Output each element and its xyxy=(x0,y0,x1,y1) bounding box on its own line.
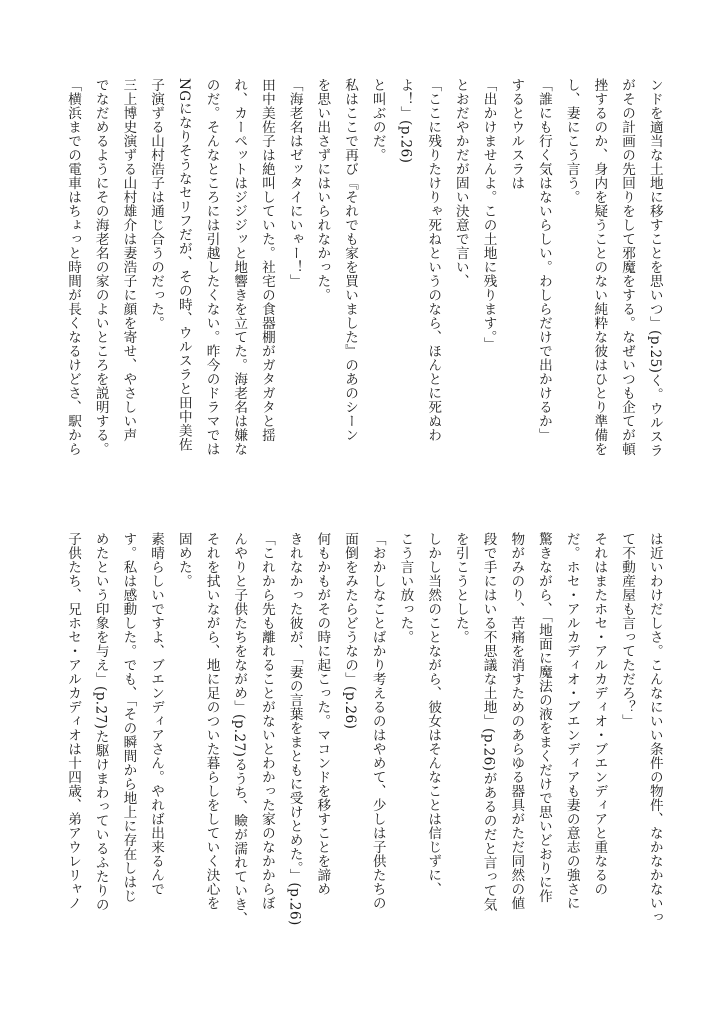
text-column: 「おかしなことばかり考えるのはやめて、少しは子供たちの xyxy=(369,532,386,910)
text-column: でなだめるようにその海老名の家のよいところを説明する。 xyxy=(92,78,109,456)
text-column: 何もかもがその時に起こった。マコンドを移すことを諦め xyxy=(314,532,331,896)
lower-text-block xyxy=(62,532,666,942)
text-column: を思い出さずにはいられなかった。 xyxy=(314,78,331,302)
text-column: するとウルスラは xyxy=(508,78,525,190)
text-column: 私はここで再び『それでも家を買いました』のあのシーン xyxy=(342,78,359,442)
text-column: 子演ずる山村浩子は通じ合うのだった。 xyxy=(148,78,165,330)
text-column: 「ここに残りたけりゃ死ねというのなら、ほんとに死ぬわ xyxy=(425,78,442,442)
text-column: 「横浜までの電車はちょっと時間が長くなるけどさ、駅から xyxy=(65,78,81,456)
text-column: 「海老名はゼッタイにいゃー！」 xyxy=(286,78,303,288)
text-column: とおだやかだが固い決意で言い、 xyxy=(452,78,469,288)
text-column: れ、カーペットはジジジッと地響きを立てた。海老名は嫌な xyxy=(231,78,248,456)
text-column: し、妻にこう言う。 xyxy=(563,78,580,204)
text-column: こう言い放った。 xyxy=(397,532,414,644)
text-column: て不動産屋も言ってただろ？」 xyxy=(619,532,636,728)
text-column: めたという印象を与え」(p.27)た駆けまわっているふたりの xyxy=(92,532,109,912)
text-column: 三上博史演ずる山村雄介は妻浩子に顔を寄せ、やさしい声 xyxy=(120,78,137,442)
text-column: だ。ホセ・アルカディオ・ブエンディアも妻の意志の強さに xyxy=(563,532,580,910)
text-column: 面倒をみたらどうなの」(p.26) xyxy=(342,532,359,730)
text-column: きれなかった彼が、「妻の言葉をまともに受けとめた。」(p.26) xyxy=(286,532,303,926)
upper-text-block xyxy=(62,78,666,496)
text-column: ンドを適当な土地に移すことを思いつ」(p.25)く。ウルスラ xyxy=(646,78,663,458)
text-column: と叫ぶのだ。 xyxy=(369,78,386,162)
text-column: を引こうとした。 xyxy=(452,532,469,644)
text-column: NGになりそうなセリフだが、その時、ウルスラと田中美佐 xyxy=(175,78,192,452)
text-column: よ！」(p.26) xyxy=(397,78,414,164)
text-column: 素晴らしいですよ、ブエンディアさん。やれば出来るんで xyxy=(148,532,165,896)
text-column: 挫するのか、身内を疑うことのない純粋な彼はひとり準備を xyxy=(591,78,608,456)
text-column: 物がみのり、苦痛を消すためのあらゆる器具がただ同然の値 xyxy=(508,532,525,910)
text-column: のだ。そんなところには引越したくない。昨今のドラマでは xyxy=(203,78,220,456)
text-column: んやりと子供たちをながめ」(p.27)るうち、瞼が濡れていき、 xyxy=(231,532,248,926)
text-column: 子供たち、兄ホセ・アルカディオは十四歳、弟アウレリャノ xyxy=(65,532,81,910)
text-column: それを拭いながら、地に足のついた暮らしをしていく決心を xyxy=(203,532,220,910)
text-column: 固めた。 xyxy=(175,532,192,588)
text-column: 「これから先も離れることがないとわかった家のなかからぼ xyxy=(258,532,275,910)
text-column: それはまたホセ・アルカディオ・ブエンディアと重なるの xyxy=(591,532,608,896)
text-column: 田中美佐子は絶叫していた。社宅の食器棚がガタガタと揺 xyxy=(258,78,275,442)
text-column: 段で手にはいる不思議な土地」(p.26)があるのだと言って気 xyxy=(480,532,497,912)
text-column: は近いわけだしさ。こんなにいい条件の物件、なかなかないっ xyxy=(646,532,663,924)
text-column: 驚きながら、「地面に魔法の液をまくだけで思いどおりに作 xyxy=(535,532,552,904)
text-column: 「誰にも行く気はないらしい。わしらだけで出かけるか」 xyxy=(535,78,552,442)
text-column: 「出かけませんよ。この土地に残ります。」 xyxy=(480,78,497,352)
text-column: がその計画の先回りをして邪魔をする。なぜいつも企てが頓 xyxy=(619,78,636,456)
text-column: す。私は感動した。でも、「その瞬間から地上に存在しはじ xyxy=(120,532,137,904)
text-column: しかし当然のことながら、彼女はそんなことは信じずに、 xyxy=(425,532,442,896)
